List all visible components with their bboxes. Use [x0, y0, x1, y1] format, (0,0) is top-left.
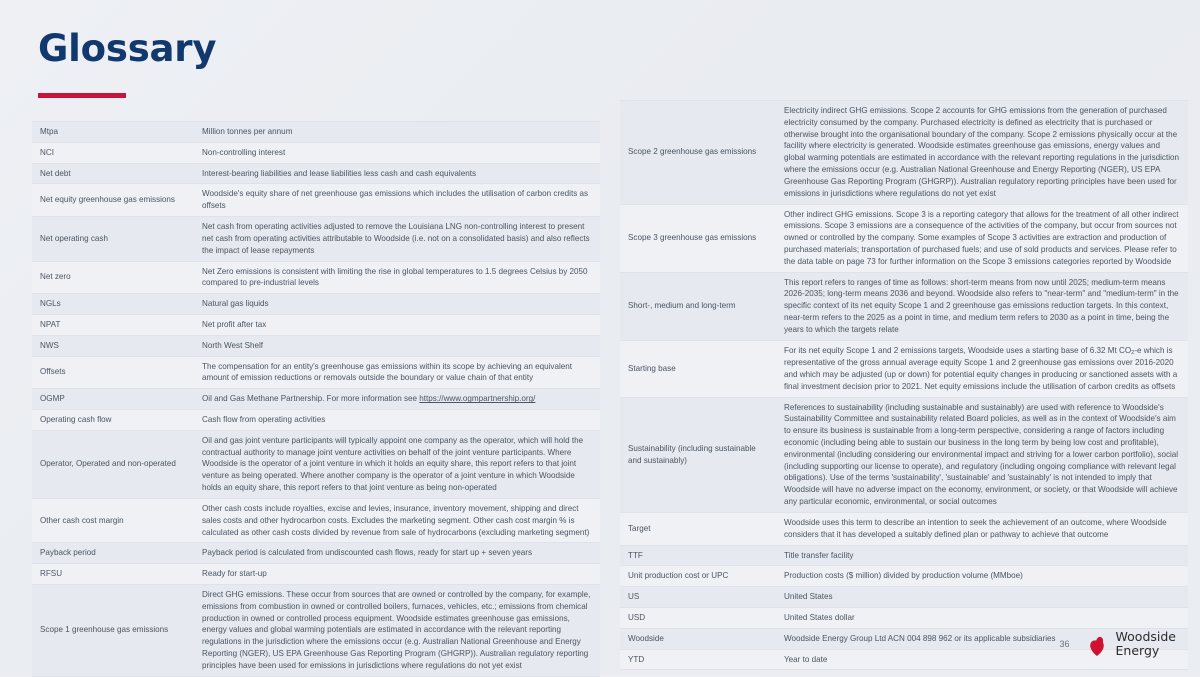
glossary-term: Other cash cost margin [40, 515, 124, 525]
glossary-definition: United States [784, 592, 833, 602]
glossary-term: Unit production cost or UPC [628, 571, 729, 581]
glossary-term: Payback period [40, 548, 96, 558]
glossary-row [32, 410, 600, 431]
glossary-definition: This report refers to ranges of time as follows: short-term means from now until 2025; medium-term means 2026-2035; long-term means 2036 and beyond. Woodside also refers to "near-term" and "medium-term" in the specific context of its net equity Scope 1 and 2 greenhouse gas emissions reduction targets. In this context, near-term refers to the 2025 as a point in time, and medium term refers to 2030 as a point in time, being the years to which the targets relate [784, 277, 1179, 334]
external-link[interactable]: https://www.ogmpartnership.org/ [419, 394, 536, 404]
glossary-row [32, 261, 600, 294]
glossary-definition: Other indirect GHG emissions. Scope 3 is a reporting category that allows for the treatment of all other indirect emissions. Scope 3 emissions are a consequence of the activities of the company, but occur from sources not owned or controlled by the company. Some examples of Scope 3 activities are extraction and production of purchased materials; transportation of purchased fuels; and use of sold products and services. Please refer to the data table on page 73 for further information on the Scope 3 emissions categories reported by Woodside [784, 209, 1179, 266]
glossary-term: Scope 3 greenhouse gas emissions [628, 233, 757, 243]
glossary-term: NGLs [40, 299, 61, 309]
glossary-row [620, 101, 1188, 205]
glossary-definition: Cash flow from operating activities [202, 415, 326, 424]
glossary-table-left [32, 121, 600, 677]
woodside-flame-logo-icon [1084, 631, 1110, 657]
glossary-definition: References to sustainability (including sustainable and sustainably) are used with reference to Woodside's Sustainability Committee and sustainability related Board policies, as well as in the context of Woodside's aim to ensure its business is sustainable from a long-term perspective, considering a range of factors including economic (including being able to sustain our business in the long term by being low cost and profitable), environmental (including considering our environmental impact and striving for a lower carbon portfolio), social (including supporting our license to operate), and regulatory (including ongoing compliance with relevant legal obligations). Use of the terms 'sustainability', 'sustainable' and 'sustainably' is not intended to imply that Woodside will have no adverse impact on the economy, environment, or society, or that Woodside will achieve any particular economic, environmental, or social outcomes [784, 402, 1179, 507]
glossary-row [32, 294, 600, 315]
glossary-term: Offsets [40, 367, 66, 377]
logo-line-1: Woodside [1115, 629, 1176, 644]
subscript: 2 [1131, 349, 1135, 356]
glossary-row [32, 217, 600, 261]
glossary-definition: For its net equity Scope 1 and 2 emissions targets, Woodside uses a starting base of 6.32 Mt $CO_2-e$ which is representative of the gross annual average equity Scope 1 and 2 greenhouse gas emissions over 2016-2020 and which may be adjusted (up or down) for potential equity changes in producing or sanctioned assets with a final investment decision prior to 2021. Net equity emissions include the utilisation of carbon credits as offsets [784, 345, 1178, 391]
glossary-term: Mtpa [40, 127, 58, 136]
glossary-row [620, 272, 1188, 340]
glossary-definition: Net profit after tax [202, 319, 267, 329]
glossary-term: NWS [40, 340, 59, 350]
glossary-term: Sustainability (including sustainable and sustainably) [628, 443, 756, 465]
glossary-term: Net equity greenhouse gas emissions [40, 195, 175, 205]
glossary-row [620, 512, 1188, 545]
glossary-definition: Woodside's equity share of net greenhouse gas emissions which includes the utilisation of carbon credits as offsets [202, 189, 589, 211]
glossary-row [32, 356, 600, 389]
glossary-definition: Electricity indirect GHG emissions. Scope 2 accounts for GHG emissions from the generation of purchased electricity consumed by the company. Purchased electricity is defined as electricity that is purchased or otherwise brought into the organisational boundary of the company. Scope 2 emissions physically occur at the facility where electricity is generated. Woodside estimates greenhouse gas emissions, energy values and global warming potentials are estimated in accordance with the relevant reporting regulations in the jurisdiction where the emissions occur (e.g. Australian National Greenhouse and Energy Reporting (NGER), US EPA Greenhouse Gas Reporting Program (GHGRP)). Australian regulatory reporting principles have been used for emissions in jurisdictions where regulations do not yet exist [784, 106, 1180, 198]
glossary-row [620, 587, 1188, 608]
glossary-row [32, 335, 600, 356]
glossary-term: Scope 2 greenhouse gas emissions [628, 147, 757, 157]
glossary-definition: Interest-bearing liabilities and lease liabilities less cash and cash equivalents [202, 168, 476, 178]
page-title: Glossary [38, 27, 217, 70]
glossary-term: Operator, Operated and non-operated [40, 459, 176, 469]
glossary-term: USD [628, 612, 646, 622]
glossary-row [620, 204, 1188, 272]
glossary-row [32, 389, 600, 410]
glossary-definition: Oil and gas joint venture participants will typically appoint one company as the operator, which will hold the contractual authority to manage joint venture activities on behalf of the joint venture participants. Where Woodside is the operator of a joint venture in which it holds an equity share, this report refers to that joint venture as being operated. Where another company is the operator of a joint venture in which Woodside holds an equity share, this report refers to that joint venture as being non-operated [202, 435, 584, 493]
glossary-term: Starting base [628, 363, 676, 373]
glossary-term: TTF [628, 550, 643, 560]
glossary-definition: Million tonnes per annum [202, 127, 293, 136]
glossary-term: NCI [40, 147, 54, 157]
glossary-definition: Title transfer facility [784, 550, 854, 560]
glossary-definition: Direct GHG emissions. These occur from sources that are owned or controlled by the company, for example, emissions from combustion in owned or controlled boilers, furnaces, vehicles, etc.; emissions from chemical production in owned or controlled process equipment. Woodside estimates greenhouse gas emissions, energy values and global warming potentials are estimated in accordance with the relevant reporting regulations in the jurisdiction where the emissions occur (e.g. Australian National Greenhouse and Energy Reporting (NGER), US EPA Greenhouse Gas Reporting Program (GHGRP)). Australian regulatory reporting principles have been used for emissions in jurisdictions where regulations do not yet exist [202, 589, 591, 670]
glossary-definition: North West Shelf [202, 340, 264, 350]
logo-line-2: Energy [1115, 642, 1160, 658]
woodside-energy-logo [1084, 630, 1176, 657]
glossary-term: YTD [628, 654, 645, 664]
glossary-term: Woodside [628, 633, 664, 643]
glossary-term: Short-, medium and long-term [628, 301, 736, 311]
glossary-row [32, 184, 600, 217]
glossary-definition: Woodside Energy Group Ltd ACN 004 898 962 or its applicable subsidiaries [784, 633, 1056, 643]
footer [1060, 630, 1176, 657]
glossary-term: US [628, 592, 640, 602]
glossary-term: RFSU [40, 569, 63, 579]
glossary-definition: Net cash from operating activities adjusted to remove the Louisiana LNG non-controlling interest to present net cash from operating activities attributable to Woodside (i.e. not on a consolidated basis) and also reflects the impact of lease repayments [202, 222, 590, 255]
glossary-row [32, 122, 600, 143]
glossary-term: Net operating cash [40, 233, 108, 243]
glossary-definition: Payback period is calculated from undiscounted cash flows, ready for start up + seven years [202, 548, 532, 558]
glossary-row [32, 142, 600, 163]
glossary-column-right [620, 0, 1188, 670]
glossary-row [620, 566, 1188, 587]
glossary-row [32, 163, 600, 184]
glossary-definition: Net Zero emissions is consistent with limiting the rise in global temperatures to 1.5 degrees Celsius by 2050 compared to pre-industrial levels [202, 266, 588, 288]
glossary-term: Operating cash flow [40, 415, 112, 424]
page-number: 36 [1059, 638, 1070, 649]
glossary-row [32, 314, 600, 335]
glossary-term: Target [628, 523, 651, 533]
glossary-row [32, 543, 600, 564]
glossary-definition: Non-controlling interest [202, 147, 286, 157]
glossary-row [32, 584, 600, 676]
glossary-row [620, 397, 1188, 512]
glossary-definition: Ready for start-up [202, 569, 267, 579]
glossary-definition: Natural gas liquids [202, 299, 269, 309]
glossary-row [32, 430, 600, 498]
glossary-row [620, 340, 1188, 397]
glossary-definition: Other cash costs include royalties, excise and levies, insurance, inventory movement, shipping and direct sales costs and other hydrocarbon costs. Excludes the marketing segment. Other cash cost margin % is calculated as other cash costs divided by revenue from sale of hydrocarbons (excluding marketing segment) [202, 503, 590, 537]
glossary-definition: United States dollar [784, 612, 855, 622]
glossary-term: NPAT [40, 319, 61, 329]
glossary-definition: Year to date [784, 654, 828, 664]
glossary-row [620, 545, 1188, 566]
glossary-table-right [620, 100, 1188, 670]
glossary-term: Net debt [40, 168, 71, 178]
glossary-row [620, 607, 1188, 628]
glossary-row [32, 498, 600, 542]
glossary-term: Scope 1 greenhouse gas emissions [40, 625, 169, 635]
glossary-definition: Production costs ($ million) divided by production volume (MMboe) [784, 571, 1023, 581]
glossary-column-left [32, 0, 600, 677]
logo-wordmark [1116, 630, 1176, 657]
glossary-definition: Oil and Gas Methane Partnership. For more information see https://www.ogmpartnership.org/ [202, 394, 536, 404]
glossary-term: Net zero [40, 272, 71, 282]
glossary-row [32, 564, 600, 585]
glossary-definition: The compensation for an entity's greenhouse gas emissions within its scope by achieving an equivalent amount of emission reductions or removals outside the boundary or value chain of that entity [202, 361, 573, 383]
glossary-term: OGMP [40, 394, 65, 404]
glossary-definition: Woodside uses this term to describe an intention to seek the achievement of an outcome, where Woodside considers that it has developed a suitably defined plan or pathway to achieve that outcome [784, 517, 1167, 539]
